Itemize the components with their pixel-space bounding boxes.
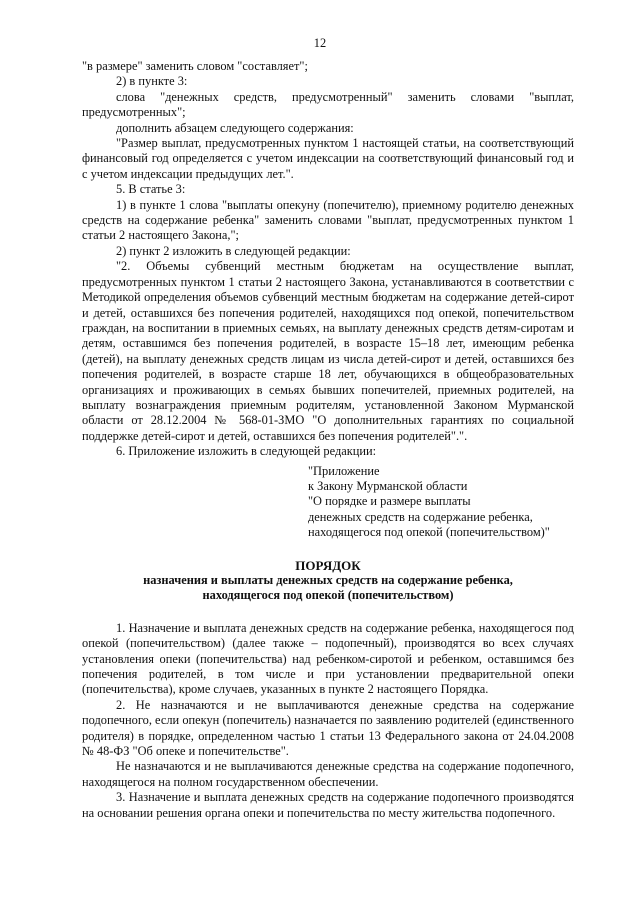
order-subtitle xyxy=(82,573,574,604)
paragraph: 2. Не назначаются и не выплачиваются денежные средства на содержание подопечного, если опекун (попечитель) назначается по заявлению родителей (единственного родителя) в порядке, определенном частью 1 статьи 13 Федерального закона от 24.04.2008 № 48-ФЗ "Об опеке и попечительстве". xyxy=(82,697,574,759)
document-body xyxy=(82,59,574,821)
paragraph: 1. Назначение и выплата денежных средств на содержание ребенка, находящегося под опекой (попечительством) (далее также – подопечный), производятся во всех случаях установления опеки (попечительства) над ребенком-сиротой и ребенком, оставшимся без попечения родителей, в том числе и при установлении предварительной опеки (попечительства), кроме случаев, указанных в пункте 2 настоящего Порядка. xyxy=(82,620,574,697)
paragraph: 5. В статье 3: xyxy=(116,182,186,197)
paragraph: дополнить абзацем следующего содержания: xyxy=(116,120,354,135)
paragraph: 1) в пункте 1 слова "выплаты опекуну (попечителю), приемному родителю денежных средств на содержание ребенка" заменить словами "выплат, предусмотренных пунктом 1 статьи 2 настоящего Закона,"; xyxy=(82,197,574,243)
paragraph: Не назначаются и не выплачиваются денежные средства на содержание подопечного, находящегося на полном государственном обеспечении. xyxy=(82,759,574,789)
appendix-heading xyxy=(308,464,574,541)
paragraph: 6. Приложение изложить в следующей редакции: xyxy=(116,444,377,459)
amendments-section xyxy=(82,59,574,460)
appendix-line: "Приложение xyxy=(308,463,380,478)
paragraph: слова "денежных средств, предусмотренный" заменить словами "выплат, предусмотренных"; xyxy=(82,89,574,120)
appendix-line: "О порядке и размере выплаты xyxy=(308,494,471,509)
paragraph: "Размер выплат, предусмотренных пунктом 1 настоящей статьи, на соответствующий финансовый год определяется с учетом индексации на соответствующий финансовый год и с учетом индексации предыдущих лет.". xyxy=(82,136,574,181)
order-subtitle-line: назначения и выплаты денежных средств на содержание ребенка, xyxy=(143,573,513,587)
order-title: ПОРЯДОК xyxy=(295,557,361,573)
paragraph: 2) в пункте 3: xyxy=(116,74,188,89)
appendix-line: находящегося под опекой (попечительством)" xyxy=(308,525,550,540)
page-number: 12 xyxy=(313,36,327,50)
paragraph: 3. Назначение и выплата денежных средств на содержание подопечного производятся на основании решения органа опеки и попечительства по месту жительства подопечного. xyxy=(82,790,574,820)
paragraph: 2) пункт 2 изложить в следующей редакции: xyxy=(116,243,351,258)
paragraph: "в размере" заменить словом "составляет"; xyxy=(82,59,308,73)
paragraph: "2. Объемы субвенций местным бюджетам на осуществление выплат, предусмотренных пунктом 1 статьи 2 настоящего Закона, устанавливаются в соответствии с Методикой определения объемов субвенций местным бюджетам на содержание детей-сирот и детей, оставшихся без попечения родителей, находящихся под опекой, попечительством граждан, на воспитании в приемных семьях, на выплату денежных средств детям-сиротам и детям, оставшимся без попечения родителей, в возрасте 15–18 лет, имеющим ребенка (детей), на выплату денежных средств лицам из числа детей-сирот и детей, оставшихся без попечения родителей, в возрасте старше 18 лет, обучающихся в общеобразовательных организациях и проживающих в семьях бывших попечителей, приемных родителей, на выплату вознаграждения приемным родителям, установленной Законом Мурманской области от 28.12.2004 № 568-01-ЗМО "О дополнительных гарантиях по социальной поддержке детей-сирот и детей, оставшихся без попечения родителей".". xyxy=(82,259,574,443)
order-section xyxy=(82,621,574,821)
order-subtitle-line: находящегося под опекой (попечительством) xyxy=(202,588,454,603)
appendix-line: денежных средств на содержание ребенка, xyxy=(308,509,533,524)
appendix-line: к Закону Мурманской области xyxy=(308,478,468,493)
